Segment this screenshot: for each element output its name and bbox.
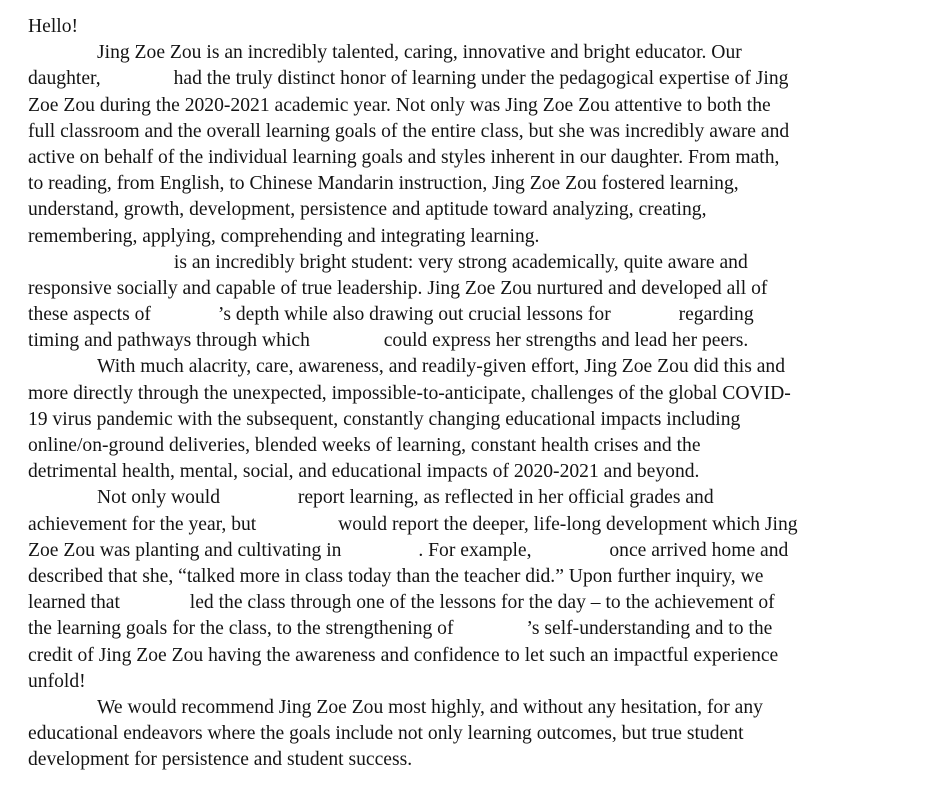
p1-line-4: full classroom and the overall learning goals of the entire class, but she was incredibly aware and xyxy=(28,120,790,142)
redacted-name xyxy=(458,620,526,634)
p4-line-2-b: would report the deeper, life-long development which Jing xyxy=(338,513,798,535)
recommendation-letter xyxy=(28,14,923,773)
paragraph-4 xyxy=(28,485,923,695)
p3-line-1: With much alacrity, care, awareness, and readily-given effort, Jing Zoe Zou did this and xyxy=(97,356,786,378)
redacted-name xyxy=(261,516,333,530)
p1-line-2-a: daughter, xyxy=(28,68,101,90)
p1-line-7: understand, growth, development, persistence and aptitude toward analyzing, creating, xyxy=(28,199,707,221)
p1-line-6: to reading, from English, to Chinese Mandarin instruction, Jing Zoe Zou fostered learning, xyxy=(28,173,739,195)
p4-line-1-b: report learning, as reflected in her official grades and xyxy=(297,487,714,509)
p2-line-3-b: ’s depth while also drawing out crucial lessons for xyxy=(217,304,611,326)
p3-line-5: detrimental health, mental, social, and educational impacts of 2020-2021 and beyond. xyxy=(28,461,700,483)
p1-line-2-b: had the truly distinct honor of learning under the pedagogical expertise of Jing xyxy=(173,68,789,90)
paragraph-3 xyxy=(28,354,923,485)
redacted-name xyxy=(156,306,218,320)
redacted-name xyxy=(225,489,293,503)
p2-line-4-a: timing and pathways through which xyxy=(28,330,310,352)
p4-line-1 xyxy=(28,485,923,511)
p4-line-6-b: ’s self-understanding and to the xyxy=(526,618,773,640)
p1-line-2 xyxy=(28,66,923,92)
p2-line-4-b: could express her strengths and lead her peers. xyxy=(383,330,749,352)
salutation: Hello! xyxy=(28,16,79,37)
p4-line-1-a: Not only would xyxy=(97,487,221,509)
p4-line-2-a: achievement for the year, but xyxy=(28,513,257,535)
p5-line-1: We would recommend Jing Zoe Zou most highly, and without any hesitation, for any xyxy=(97,696,763,718)
redacted-name xyxy=(125,594,185,608)
p1-line-3: Zoe Zou during the 2020-2021 academic year. Not only was Jing Zoe Zou attentive to both the xyxy=(28,94,771,116)
p4-line-7: credit of Jing Zoe Zou having the awareness and confidence to let such an impactful experience xyxy=(28,644,779,666)
p2-line-3 xyxy=(28,302,923,328)
p2-line-4 xyxy=(28,328,923,354)
redacted-name xyxy=(536,542,604,556)
p5-line-2: educational endeavors where the goals include not only learning outcomes, but true student xyxy=(28,723,744,745)
p2-line-1-b: is an incredibly bright student: very strong academically, quite aware and xyxy=(173,251,748,273)
p1-line-1: Jing Zoe Zou is an incredibly talented, caring, innovative and bright educator. Our xyxy=(97,42,742,64)
paragraph-1 xyxy=(28,40,923,250)
p4-line-3-c: once arrived home and xyxy=(609,539,789,561)
p4-line-6-a: the learning goals for the class, to the strengthening of xyxy=(28,618,454,640)
p2-line-3-a: these aspects of xyxy=(28,304,151,326)
p3-line-3: 19 virus pandemic with the subsequent, constantly changing educational impacts including xyxy=(28,408,741,430)
p4-line-8: unfold! xyxy=(28,670,86,692)
redacted-name xyxy=(315,332,379,346)
p2-line-2: responsive socially and capable of true leadership. Jing Zoe Zou nurtured and developed all of xyxy=(28,277,768,299)
paragraph-2 xyxy=(28,250,923,355)
p2-line-1 xyxy=(28,250,923,276)
p4-line-3 xyxy=(28,538,923,564)
redacted-name xyxy=(346,542,418,556)
p4-line-5 xyxy=(28,590,923,616)
p2-line-3-c: regarding xyxy=(678,304,754,326)
p4-line-4: described that she, “talked more in class today than the teacher did.” Upon further inquiry, we xyxy=(28,565,764,587)
p4-line-3-b: . For example, xyxy=(418,539,532,561)
p4-line-6 xyxy=(28,616,923,642)
p5-line-3: development for persistence and student success. xyxy=(28,749,413,771)
redacted-name xyxy=(616,306,674,320)
p4-line-2 xyxy=(28,512,923,538)
p4-line-5-b: led the class through one of the lessons for the day – to the achievement of xyxy=(189,592,775,614)
p3-line-4: online/on-ground deliveries, blended weeks of learning, constant health crises and the xyxy=(28,435,701,456)
p1-line-8: remembering, applying, comprehending and integrating learning. xyxy=(28,225,540,247)
p4-line-3-a: Zoe Zou was planting and cultivating in xyxy=(28,539,342,561)
p4-line-5-a: learned that xyxy=(28,592,120,614)
redacted-name xyxy=(101,70,169,84)
p3-line-2: more directly through the unexpected, impossible-to-anticipate, challenges of the global COVID- xyxy=(28,382,791,404)
redacted-name xyxy=(97,254,169,268)
p1-line-5: active on behalf of the individual learning goals and styles inherent in our daughter. From math, xyxy=(28,146,780,168)
paragraph-5 xyxy=(28,695,923,774)
